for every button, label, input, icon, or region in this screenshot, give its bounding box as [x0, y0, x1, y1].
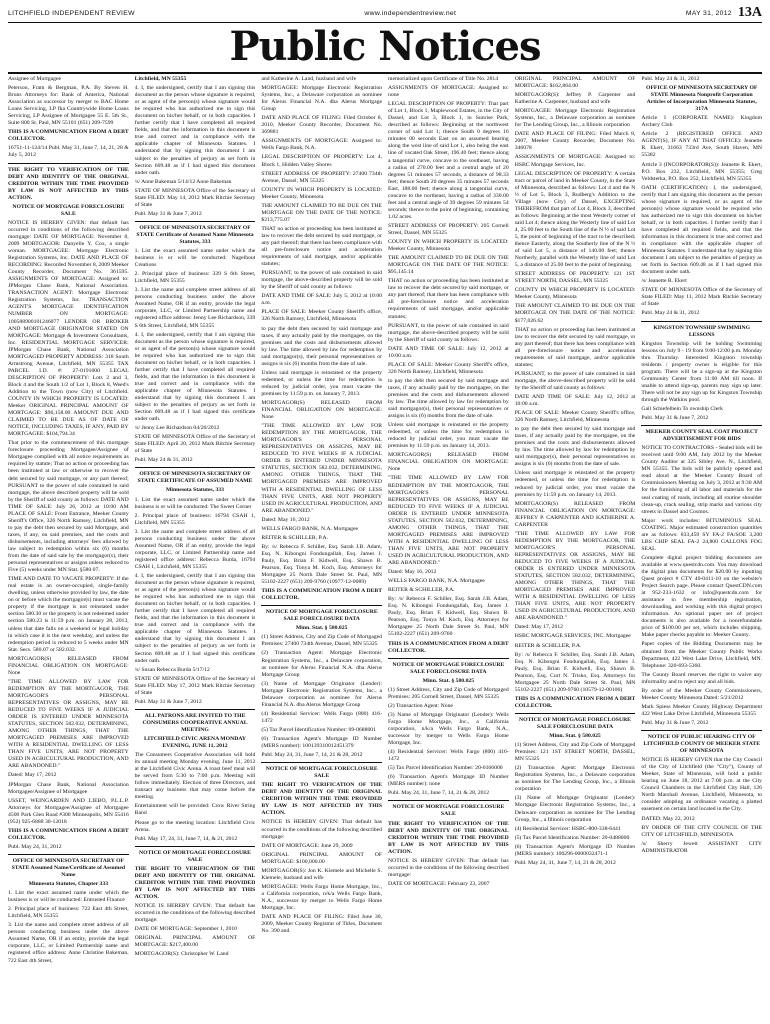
notice-heading: NOTICE OF MORTGAGE FORECLOSURE SALE: [12, 203, 125, 217]
notice-paragraph: (4) Residential Servicer: Wells Fargo (800) 416-1472: [261, 710, 383, 724]
notice-paragraph: ASSIGNMENTS OF MORTGAGE: Assigned to: Wells Fargo Bank, N.A.: [261, 138, 383, 152]
notice-paragraph: (2) Transaction Agent: None: [388, 702, 453, 709]
notice-paragraph: Dated: May 16, 2012: [388, 569, 437, 576]
notice-paragraph: TIME AND DATE TO VACATE PROPERTY: If the real estate is an owner-occupied, single-family dwelling, unless otherwise provided by law, the date on or before which the mortgagor(s) must vacate the property if the mortgage is not reinstated under section 580.30 or the property is not redeemed under section 580.23 is 11:59 p.m. on January 28, 2013, unless that date falls on a weekend or legal holiday in which case it is the next weekday, and unless the redemption period is reduced to 5 weeks under MN Stat. Secs. 580.07 or 582.032.: [8, 576, 129, 653]
notice-paragraph: MORTGAGEE: Wells Fargo Home Mortgage, Inc., a California corporation, n/k/a Wells Fargo Bank, N.A., successor by merger to Wells Fargo Home Mortgage, Inc.: [261, 883, 383, 911]
notice-paragraph: ORIGINAL PRINCIPAL AMOUNT OF MORTGAGE: $162,864.00: [514, 76, 636, 90]
issue-date: MAY 31, 2012: [685, 9, 732, 17]
notice-heading: Minnesota Statutes, Chapter 333: [28, 881, 109, 888]
notice-heading: NOTICE OF MORTGAGE FORECLOSURE SALE FORECLOSURE DATA: [265, 609, 378, 623]
notice-paragraph: NOTICE IS HEREBY GIVEN that the City Council of the City of Litchfield (the "City"), County of Meeker, State of Minnesota, will hold a public hearing on June 18, 2012 at 7:00 p.m. at the City Council Chambers in the Litchfield City Hall, 126 North Marshall Avenue, Litchfield, Minnesota, to consider adopting an ordinance vacating a platted easement on certain land located in the City.: [641, 757, 762, 813]
notice-paragraph: LEGAL DESCRIPTION OF PROPERTY: Lot 4, Block 1, Hidden Valley Shores: [261, 154, 383, 168]
notice-paragraph: /s/ Susan Rebecca Burda 5/17/12: [134, 666, 210, 673]
notice-paragraph: MORTGAGOR(S): Jon K. Kiemele and Michelle S. Kiemele, husband and wife: [261, 867, 383, 881]
notice-paragraph: NOTICE IS HEREBY GIVEN: that default has occurred in conditions of the following described mortgage: DATE OF MORTGAGE: November 8, 2009 MORTGAGOR: Danyelle Y. Cox, a single woman. MORTGAGEE: Mortgage Electronic Registration Systems, Inc. DATE AND PLACE OF RECORDING: Recorded November 8, 2009 Meeker County Recorder, Document No. 361595. ASSIGNMENTS OF MORTGAGE: Assigned to: JPMorgan Chase Bank, National Association. TRANSACTION AGENT: Mortgage Electronic Registration Systems, Inc. TRANSACTION AGENT'S MORTGAGE IDENTIFICATION NUMBER ON MORTGAGE: 100588900101246077 LENDER OR BROKER AND MORTGAGE ORIGINATOR STATED ON MORTGAGE: Mortgage & Investment Consultants, Inc. RESIDENTIAL MORTGAGE SERVICER: JPMorgan Chase Bank, National Association MORTGAGED PROPERTY ADDRESS: 318 South Armstrong Avenue, Litchfield, MN 55355 TAX PARCEL I.D. #: 27-0191000 LEGAL DESCRIPTION OF PROPERTY: Lots 2 and 3, Block 4 and the South 1/2 of Lot 1, Block 8, Weed's Addition to the Town (now City) of Litchfield. COUNTY IN WHICH PROPERTY IS LOCATED: Meeker ORIGINAL PRINCIPAL AMOUNT OF MORTGAGE: $96,158.00 AMOUNT DUE AND CLAIMED TO BE DUE AS OF DATE OF NOTICE, INCLUDING TAXES, IF ANY, PAID BY MORTGAGEE: $104,794.34: [8, 219, 129, 438]
notice-divider: [515, 713, 636, 714]
notice-column-4: [388, 76, 509, 1020]
notice-paragraph: Publ. May 31 & June 7, 2012: [641, 719, 709, 726]
notice-paragraph: THE AMOUNT CLAIMED TO BE DUE ON THE MORTGAGE ON THE DATE OF THE NOTICE: $95,145.14: [388, 255, 509, 276]
notice-paragraph: 2. Principal place of business: 16794 CSAH 1, Litchfield, MN 55355: [134, 512, 256, 526]
notice-heading: MEEKER COUNTY SEAL COAT PROJECT ADVERTISEMENT FOR BIDS: [645, 429, 758, 443]
notice-paragraph: Publ. May 24, 31, 2012: [8, 843, 62, 850]
notice-paragraph: ASSIGNMENTS OF MORTGAGE: Assigned to: none: [388, 85, 509, 99]
notice-paragraph: (6) Transaction Agent's Mortgage ID Number (MERS number): none: [388, 774, 509, 788]
notice-paragraph: MORTGAGEE: Mortgage Electronic Registration Systems, Inc., a Delaware corporation as nominee for The Lending Group, Inc., a Illinois corporation: [514, 108, 636, 129]
notice-paragraph: PLACE OF SALE: Meeker County Sheriff's office, 326 North Ramsey, Litchfield, Minnesota: [514, 410, 636, 424]
notice-heading: KINGSTON TOWNSHIP SWIMMING LESSONS: [653, 324, 751, 338]
notice-heading: LITCHFIELD CIVIC ARENA MONDAY EVENING, JUNE 11, 2012: [143, 735, 247, 750]
notice-paragraph: THE RIGHT TO VERIFICATION OF THE DEBT AND IDENTITY OF THE ORIGINAL CREDITOR WITHIN THE TIME PROVIDED BY LAW IS NOT AFFECTED BY THIS ACTION.: [8, 166, 129, 201]
notice-paragraph: Dated: May 16, 2012: [261, 516, 310, 523]
notice-paragraph: Publ. May 17, 24, 31, June 7, 14, & 21, 2012: [134, 835, 238, 842]
notice-paragraph: THIS IS A COMMUNICATION FROM A DEBT COLLECTOR.: [388, 640, 509, 654]
page-number: 13A: [737, 5, 762, 20]
notice-paragraph: Dated: May 17, 2012: [514, 624, 564, 631]
notice-paragraph: THAT no action or proceeding has been instituted at law to recover the debt secured by said mortgage, or any part thereof; that there has been compliance with all pre-foreclosure notice and acceleration requirements of said mortgage, and/or applicable statutes;: [388, 278, 509, 320]
notice-column-2: [135, 76, 256, 1020]
notice-paragraph: (2) Transaction Agent: Mortgage Electronic Registration Systems, Inc., a Delaware corporation as nominee for The Lending Group, Inc., a Illinois corporation: [514, 765, 636, 793]
notice-paragraph: DATE AND PLACE OF FILING: Filed June 30, 2009, Meeker County Registrar of Titles, Document No. 390 and: [261, 914, 383, 935]
notice-divider: [135, 467, 256, 468]
notice-paragraph: and Katherine A. Land, husband and wife: [261, 76, 357, 82]
notice-paragraph: "THE TIME ALLOWED BY LAW FOR REDEMPTION BY THE MORTGAGOR, THE MORTGAGOR'S PERSONAL REPRESENTATIVES OR ASSIGNS, MAY BE REDUCED TO FIVE WEEKS IF A JUDICIAL ORDER IS ENTERED UNDER MINNESOTA STATUTES, SECTION 582.032, DETERMINING, AMONG OTHER THINGS, THAT THE MORTGAGED PREMISES ARE IMPROVED WITH A RESIDENTIAL DWELLING OF LESS THAN FIVE UNITS, ARE NOT PROPERTY USED IN AGRICULTURAL PRODUCTION, AND ARE ABANDONED.": [514, 530, 636, 622]
notice-heading: NOTICE OF MORTGAGE FORECLOSURE SALE: [139, 849, 251, 863]
notice-paragraph: MORTGAGOR(S): Christopher W. Land: [134, 951, 229, 958]
notice-heading: OFFICE OF MINNESOTA SECRETARY OF STATE CERTIFICATE OF ASSUMED NAME: [137, 471, 253, 485]
notice-paragraph: Publ. May 24 & 31, 2012: [641, 310, 700, 317]
notice-paragraph: (2) Transaction Agent: Mortgage Electronic Registration Systems, Inc., a Delaware corporation, as nominee for Alerus Financial N.A. dba Alerus Mortgage Group: [261, 650, 383, 678]
notice-paragraph: (5) Tax Parcel Identification Number: 20-0488000: [514, 834, 630, 841]
notice-paragraph: PLACE OF SALE: Meeker County Sheriff's office, 326 North Ramsey, Litchfield, Minnesota: [261, 309, 383, 323]
notice-heading: Minnesota Statutes, 333: [166, 487, 224, 494]
notice-paragraph: NOTICE IS HEREBY GIVEN: That default has occurred in the conditions of the following described mortgage:: [134, 902, 256, 924]
notice-paragraph: THE RIGHT TO VERIFICATION OF THE DEBT AND IDENTITY OF THE ORIGINAL CREDITOR WITHIN THE TIME PROVIDED BY LAW IS NOT AFFECTED BY THIS ACTION.: [261, 782, 383, 817]
notice-divider: [261, 605, 382, 606]
notice-paragraph: DATE AND TIME OF SALE: July 12, 2012 at 10:00 a.m.: [514, 393, 636, 408]
notice-heading: ALL PATRONS ARE INVITED TO THE CONSUMERS COOPERATIVE ANNUAL MEETING: [142, 712, 248, 733]
notice-paragraph: REITER & SCHILLER, P.A.: [514, 642, 582, 649]
notice-paragraph: (5) Tax Parcel Identification Number: 09-0688001: [261, 726, 376, 733]
notice-paragraph: (6) Transaction Agent's Mortgage ID Number (MERS number): 100139310012451379: [261, 735, 383, 750]
notice-paragraph: Unless said mortgage is reinstated or the property redeemed, or unless the time for redemption is reduced by judicial order, you must vacate the premises by 11:59 p.m. on January 14, 2013.: [514, 470, 636, 498]
notice-column-5: [515, 76, 636, 1020]
notice-paragraph: 2. Principal place of business: 339 S 6th Street, Litchfield, MN 55355: [134, 271, 256, 285]
notice-paragraph: PURSUANT, to the power of sale contained in said mortgage, the above-described property will be sold by the Sheriff of said county as follows:: [388, 322, 509, 343]
notice-paragraph: Publ. May 24 & 31, 2012: [641, 76, 700, 82]
notice-heading: NOTICE OF MORTGAGE FORECLOSURE SALE FORECLOSURE DATA: [519, 716, 631, 730]
notice-paragraph: By: /s/ Rebecca F. Schiller, Esq. Sarah J.B. Adam, Esq. N. Kibongni Fondungallah, Esq. James J. Pauly, Esq. Brian F. Kidwell, Esq. Shawn B. Pearson, Esq. Tonya M. Koch, Esq. Attorneys for Mortgagee 25 North Dale Street St. Paul, MN 55102-2227 (651) 209-9760: [388, 596, 509, 638]
notice-paragraph: Publ. May 24 & 31, 2012: [134, 457, 193, 464]
notice-paragraph: COUNTY IN WHICH PROPERTY IS LOCATED: Meeker County, Minnesota: [514, 287, 636, 301]
notice-divider: [641, 321, 762, 322]
notice-paragraph: STREET ADDRESS OF PROPERTY: 121 1ST STREET NORTH, DASSEL, MN 55325: [514, 271, 636, 285]
notice-paragraph: "THE TIME ALLOWED BY LAW FOR REDEMPTION BY THE MORTGAGOR, THE MORTGAGOR'S PERSONAL REPRESENTATIVES OR ASSIGNS, MAY BE REDUCED TO FIVE WEEKS IF A JUDICIAL ORDER IS ENTERED UNDER MINNESOTA STATUTES, SECTION 582.032, DETERMINING, AMONG OTHER THINGS, THAT THE MORTGAGED PREMISES ARE IMPROVED WITH A RESIDENTIAL DWELLING OF LESS THAN FIVE UNITS, ARE NOT PROPERTY USED IN AGRICULTURAL PRODUCTION, AND ARE ABANDONED.": [261, 423, 383, 514]
notice-paragraph: Dated: May 17, 2012: [8, 772, 57, 779]
notice-paragraph: ORIGINAL PRINCIPAL AMOUNT OF MORTGAGE: $100,000.00: [261, 851, 383, 865]
notice-divider: [135, 221, 256, 222]
notice-paragraph: 1. List the exact assumed name under which the business is or will be conducted: Nagelhout Creations: [134, 248, 256, 269]
publication-name: LITCHFIELD INDEPENDENT REVIEW: [8, 9, 135, 17]
notice-paragraph: OATH (CERTIFICATION): I, the undersigned, certify that I am signing this document as the person whose signature is required, or as agent of the person(s) whose signature would be required who has authorized me to sign this document on his/her behalf, or in both capacities. I further certify that I have completed all required fields, and that the information in this document is true and correct and in compliance with the applicable chapter of Minnesota Statutes. I understand that by signing this document I am subject to the penalties of perjury as set forth in Section 609.48 as if I had signed this document under oath.: [641, 184, 762, 276]
notice-paragraph: REITER & SCHILLER, P.A.: [388, 587, 455, 594]
notice-paragraph: Publ. May 24, 31, June 7, 14, 21 & 28, 2012: [261, 752, 363, 759]
notice-paragraph: to pay the debt then secured by said mortgage and taxes, if any actually paid by the mortgagee, on the premises and the costs and disbursements allowed by law. The time allowed by law for redemption by said mortgagor(s), their personal representatives or assigns is six (6) months from the date of sale.: [261, 325, 383, 367]
notice-paragraph: WELLS FARGO BANK, N.A. Mortgagee: [261, 525, 359, 532]
notice-column-3: [261, 76, 382, 1020]
notice-paragraph: Publ. May 24, 31, June 7, 14, 21 & 28, 2012: [388, 790, 490, 797]
notice-paragraph: STREET ADDRESS OF PROPERTY: 205 Cornell Street, Dassel, MN 55325: [388, 222, 509, 236]
notice-divider: [388, 658, 509, 659]
notice-paragraph: Peterson, Fram & Bergman, P.A. By Steven H. Bruns Attorneys for: Bank of America, National Association as successor by merger to BAC Home Loans Servicing, LP fka Countrywide Home Loans Servicing, LP Assignee of Mortgagee 55 E. 5th St., Suite 800 St. Paul, MN 55101 (651) 209-7599: [8, 85, 129, 127]
notice-paragraph: DATE AND TIME OF SALE: July 12, 2012 at 10:00 a.m.: [388, 345, 509, 359]
notice-paragraph: That prior to the commencement of this mortgage foreclosure proceeding Mortgagee/Assignee of Mortgagee complied with all notice requirements as required by statute; That no action or proceeding has been instituted at law or otherwise to recover the debt secured by said mortgage, or any part thereof; PURSUANT to the power of sale contained in said mortgage, the above described property will be sold by the Sheriff of said county as follows: DATE AND TIME OF SALE: July 26, 2012 at 10:00 AM PLACE OF SALE: Front Entrance, Meeker County Sheriff's Office, 326 North Ramsey, Litchfield, MN to pay the debt then secured by said Mortgage, and taxes, if any, on said premises, and the costs and disbursements, including attorneys' fees allowed by law subject to redemption within six (6) months from the date of said sale by the mortgagor(s), their personal representatives or assigns unless reduced to Five (5) weeks under MN Stat. §580.07.: [8, 440, 129, 574]
notice-paragraph: 3. List the name and complete street address of all persons conducting business under the above Assumed Name, OR if an entity, provide the legal corporate, LLC, or Limited Partnership name and registered office address: Jenny Lee Richardson, 339 S 6th Street, Litchfield, MN 55355: [134, 287, 256, 329]
notice-paragraph: By: /s/ Rebecca F. Schiller, Esq. Sarah J.B. Adam, Esq. N. Kibongni Fondungallah, Esq. James J. Pauly, Esq. Brian F. Kidwell, Esq. Shawn B. Pearson, Esq. Tonya M. Koch, Esq. Attorneys for Mortgagee 25 North Dale Street St. Paul, MN 55102-2227 (651) 209-9760 (10977-12-0089): [261, 543, 383, 586]
notice-heading: NOTICE OF MORTGAGE FORECLOSURE SALE: [392, 804, 505, 818]
notice-paragraph: THIS IS A COMMUNICATION FROM A DEBT COLLECTOR.: [261, 588, 383, 602]
notice-paragraph: Gail Schiefelbein To ownship Clerk: [641, 406, 723, 413]
notice-paragraph: THAT no action or proceeding has been instituted at law to recover the debt secured by said mortgage, or any part thereof; that there has been compliance with all pre-foreclosure notice and acceleration requirements of said mortgage, and/or applicable statutes;: [261, 225, 383, 268]
notice-paragraph: THIS IS A COMMUNICATION FROM A DEBT COLLECTOR.: [8, 827, 129, 841]
notice-paragraph: STREET ADDRESS OF PROPERTY: 27400 734th Avenue, Dassel, MN 55325: [261, 170, 383, 184]
notice-paragraph: LEGAL DESCRIPTION OF PROPERTY: That part of Lot 1, Block 1, Maplewood Estates, in the City of Dassel, and Lot 3, Block 1, in Sunrise Park, described as follows: Beginning at the northwest corner of said Lot 1; thence South 0 degrees 16 minutes 00 seconds East on an assumed bearing along the west line of said Lot 1, also being the east line of vacated Oak Street, 196.40 feet; thence along a tangential curve, concave to the southeast, having a radius of 270.00 feet and a central angle of 20 degrees 51 minutes 57 seconds, a distance of 98.33 feet; thence South 20 degrees 35 minutes 57 seconds East, 188.00 feet; thence along a tangential curve, concave to the northeast, having a radius of 330.00 feet and a central angle of 39 degrees 59 minutes 54 seconds; thence to the point of beginning, containing 1.02 acres.: [388, 101, 509, 220]
notice-paragraph: DATED: May 22, 2012: [641, 815, 695, 822]
notice-paragraph: Please go to the meeting location: Litchfield Civic Arena.: [134, 819, 256, 833]
notice-paragraph: COUNTY IN WHICH PROPERTY IS LOCATED: Meeker County, Minnesota: [261, 186, 383, 200]
notice-paragraph: Kingston Township will be holding Swimming lessons on July 9 - 19 from 9:00-12:00 p.m. Monday thru Thursday. Interested Kingston township residents / property owner is eligible for this program. There will be a sign-up at the Kingston Community Center from 11:00 AM till noon. If unable to attend sign-up, parents may sign up later. There will not be any sign up for Kingston Township through the Watkins pool.: [641, 340, 762, 403]
notice-paragraph: ORIGINAL PRINCIPAL AMOUNT OF MORTGAGE: $217,400.00: [134, 935, 256, 949]
notice-paragraph: Article 3 (INCORPORATOR(S)): Jeanette R. Ekert, P.O. Box 232, Litchfield, MN 55355; Greg Veldsterka, P.O. Box 252, Litchfield, MN 55355: [641, 161, 762, 182]
notice-divider: [135, 709, 256, 710]
title-rule: [8, 72, 762, 74]
notice-paragraph: (1) Street Address, City and Zip Code of Mortgaged Premises: 121 1ST STREET NORTH, DASSEL, MN 55325: [514, 742, 636, 763]
notice-paragraph: HSBC MORTGAGE SERVICES, INC. Mortgagee: [514, 633, 631, 640]
notice-paragraph: DATE OF MORTGAGE: February 23, 2007: [388, 880, 490, 887]
notice-paragraph: MORTGAGOR(S) RELEASED FROM FINANCIAL OBLIGATION ON MORTGAGE: JEFFREY P. CARPENTER AND KATHERINE A. CARPENTER: [514, 500, 636, 528]
notice-paragraph: USSET, WEINGARDEN AND LIEBO, P.L.L.P. Attorneys for Mortgagee/Assignee of Mortgagee 4500 Park Glen Road #300 Minneapolis, MN 55416 (952) 925-6888 30-12018: [8, 797, 129, 825]
notice-paragraph: MORTGAGOR(S) RELEASED FROM FINANCIAL OBLIGATION ON MORTGAGE: None: [388, 452, 509, 473]
notice-paragraph: (3) Name of Mortgage Originator (Lender): Mortgage Electronic Registration Systems, Inc., a Delaware corporation as nominee for The Lending Group, Inc., a Illinois corporation: [514, 795, 636, 823]
notice-paragraph: Publ. May 31 & June 7, 2012: [134, 210, 202, 217]
notice-paragraph: DATE OF MORTGAGE: June 29, 2009: [261, 842, 353, 849]
notice-heading: NOTICE OF MORTGAGE FORECLOSURE SALE FORECLOSURE DATA: [392, 661, 505, 675]
notice-paragraph: THE AMOUNT CLAIMED TO BE DUE ON THE MORTGAGE ON THE DATE OF THE NOTICE: $177,026.62: [514, 303, 636, 324]
header-right: [686, 5, 762, 21]
notice-paragraph: PLACE OF SALE: Meeker County Sheriff's office, 326 North Ramsey, Litchfield, Minnesota: [388, 361, 509, 375]
website-url[interactable]: www.independentreview.net: [364, 9, 457, 17]
notice-paragraph: MORTGAGOR(S) RELEASED FROM FINANCIAL OBLIGATION ON MORTGAGE: None: [261, 399, 383, 421]
notice-paragraph: /s/ Jenny Lee Richardson 04/20/2012: [134, 425, 220, 432]
notice-paragraph: to pay the debt then secured by said mortgage and taxes, if any actually paid by the mortgagee, on the premises and the costs and disbursements allowed by law. The time allowed by law for redemption by said mortgagor(s), their personal representatives or assigns is six (6) months from the date of sale.: [388, 377, 509, 420]
notice-paragraph: THAT no action or proceeding has been instituted at law to recover the debt secured by said mortgage, or any part thereof; that there has been compliance with all pre-foreclosure notice and acceleration requirements of said mortgage, and/or applicable statutes;: [514, 326, 636, 368]
notice-paragraph: MORTGAGOR(S) RELEASED FROM FINANCIAL OBLIGATION ON MORTGAGE: None: [8, 655, 129, 676]
notice-heading: OFFICE OF MINNESOTA SECRETARY OF STATE Assumed Name/Certificate of Assumed Name: [11, 857, 126, 879]
page-header: [8, 6, 762, 20]
notice-paragraph: to pay the debt then secured by said mortgage and taxes, if any actually paid by the mortgagee, on the premises and the costs and disbursements allowed by law. The time allowed by law for redemption by said mortgagor(s), their personal representatives or assigns is six (6) months from the date of sale.: [514, 426, 636, 468]
notice-paragraph: REITER & SCHILLER, P.A.: [261, 534, 329, 541]
notice-column-1: [8, 76, 129, 1020]
notice-heading: NOTICE OF MORTGAGE FORECLOSURE SALE: [265, 766, 378, 780]
notice-paragraph: DATE OF MORTGAGE: September 1, 2010: [134, 926, 238, 933]
notice-divider: [388, 800, 509, 801]
notice-paragraph: STATE OF MINNESOTA Office of the Secretary of State FILED: May 11, 2012 Mark Ritchie Secretary of State: [641, 287, 762, 308]
notice-paragraph: LEGAL DESCRIPTION OF PROPERTY: A certain tract or parcel of land in Meeker County, in the State of Minnesota, described as follows: Lot 4 and the N ½ of Lot 5, Block 3, Rudberg's Addition to the Village (now City) of Dassel, EXCEPTING THEREFROM that part of Lot 4, Block 3, described as follows: Beginning at the most Westerly corner of said Lot 4; thence along the Westerly line of said Lot 4, 25.00 feet to the South line of the N ½ of said Lot 5, the point of beginning of the tract to be described; thence Easterly, along the Southerly line of the N ½ of said Lot 5, a distance of 140.00 feet; thence Northerly, parallel with the Westerly line of said Lot 5, a distance of 25.00 feet to the point of beginning.: [514, 170, 636, 269]
notice-paragraph: 2. Principal place of business: 722 East 4th Street, Litchfield, MN 55355: [8, 906, 129, 920]
notice-paragraph: Unless said mortgage is reinstated or the property redeemed, or unless the time for redemption is reduced by judicial order, you must vacate the premises by 11:59 p.m. on January 7, 2013.: [261, 369, 383, 397]
notice-heading: OFFICE OF MINNESOTA SECRETARY OF STATE Minnesota Nonprofit Corporation Articles of Incorporation Minnesota Statutes, 317A: [646, 85, 758, 113]
notice-paragraph: (5) Tax Parcel Identification Number: 20-0166000: [388, 765, 503, 772]
notice-paragraph: NOTICE TO CONTRACTORS - Sealed bids will be received until 9:00 AM, July 2012 by the Meeker County Auditor at 325 Sibley Ave. N., Litchfield, MN 55355. The bids will be publicly opened and read aloud at the Meeker County Board of Commissioners Meeting on July 3, 2012 at 9:30 AM for the furnishing of all labor and materials for the seal coating of roads, including all routine shoulder clean-up, crack sealing, strip marks and various city streets in Dassel and Cosmos.: [641, 445, 762, 515]
notice-paragraph: (3) Name of Mortgage Originator (Lender): Mortgage Electronic Registration Systems, Inc., a Delaware corporation as nominee for Alerus Financial N.A. dba Alerus Mortgage Group: [261, 680, 383, 708]
notice-paragraph: THIS IS A COMMUNICATION FROM A DEBT COLLECTOR.: [8, 129, 129, 143]
notice-paragraph: Major work includes: BITUMINOUS SEAL COATING. Major estimated construction quantities are as follows: 833,459 SY FA-2 FA/SOE 3,200 LBS CHIP SEAL FA-2 24,800 GALLONS FOG SEAL: [641, 517, 762, 552]
notice-paragraph: /s/ Jeanette R. Ekert: [641, 278, 687, 285]
notice-divider: [8, 163, 129, 164]
notice-paragraph: THE RIGHT TO VERIFICATION OF THE DEBT AND IDENTITY OF THE ORIGINAL CREDITOR WITHIN THE TIME PROVIDED BY LAW IS NOT AFFECTED BY THIS ACTION.: [388, 820, 509, 855]
notice-paragraph: Mark Spiess Meeker County Highway Department 422 West Lake Drive Litchfield, Minnesota 55355: [641, 703, 762, 717]
notice-paragraph: STATE OF MINNESOTA Office of the Secretary of State FILED: May 17, 2012 Mark Ritchie Secretary of State: [134, 675, 256, 696]
notice-divider: [135, 846, 256, 847]
notice-paragraph: 3. List the name and complete street address of all persons conducting business under the above Assumed Name, OR if an entity, provide the legal corporate, LLC, or Limited Partnership name and registered office address: Rebecca Burda, 16794 CSAH 1, Litchfield, MN 55355: [134, 528, 256, 570]
notice-paragraph: 4. I, the undersigned, certify that I am signing this document as the person whose signature is required, or as agent of the person(s) whose signature would be required who has authorized me to sign this document on his/her behalf, or in both capacities. I further certify that I have completed all required fields, and that the information in this document is true and correct and in compliance with the applicable chapter of Minnesota Statutes. I understand that by signing this document I am subject to the penalties of perjury as set forth in Section 609.48 as if I had signed this certificate under oath.: [134, 573, 256, 664]
notice-paragraph: THE AMOUNT CLAIMED TO BE DUE ON THE MORTGAGE ON THE DATE OF THE NOTICE: $213,775.07: [261, 202, 383, 223]
notice-paragraph: THIS IS A COMMUNICATION FROM A DEBT COLLECTOR.: [514, 695, 636, 709]
notice-divider: [641, 730, 762, 731]
notice-paragraph: MORTGAGOR(S): Jeffrey P. Carpenter and Katherine A. Carpenter, husband and wife: [514, 92, 636, 106]
notice-paragraph: "THE TIME ALLOWED BY LAW FOR REDEMPTION BY THE MORTGAGOR, THE MORTGAGOR'S PERSONAL REPRESENTATIVES OR ASSIGNS, MAY BE REDUCED TO FIVE WEEKS IF A JUDICIAL ORDER IS ENTERED UNDER MINNESOTA STATUTES, SECTION 582.032, DETERMINING, AMONG OTHER THINGS, THAT THE MORTGAGED PREMISES ARE IMPROVED WITH A RESIDENTIAL DWELLING OF LESS THAN FIVE UNITS, ARE NOT PROPERTY USED IN AGRICULTURAL PRODUCTION, AND ARE ABANDONED.": [8, 678, 129, 770]
notice-paragraph: (4) Residential Servicer: HSBC-800-338-6441: [514, 825, 621, 832]
notice-paragraph: Entertainment will be provided: Crow River String Band: [134, 803, 256, 817]
notice-paragraph: Publ. May 31 & June 7, 2012: [641, 415, 709, 422]
notice-heading: OFFICE OF MINNESOTA SECRETARY OF STATE Certificate of Assumed Name Minnesota Statutes, 333: [136, 224, 254, 245]
notice-paragraph: DATE AND TIME OF SALE: July 5, 2012 at 10:00 a.m.: [261, 293, 383, 307]
notice-paragraph: 1. List the exact assumed name under which the business is or will be conducted: The Sweet Corner: [134, 496, 256, 510]
notice-paragraph: 16751-11-124/14 Publ. May 31, June 7, 14, 21, 28 & July 5, 2012: [8, 145, 129, 159]
notice-paragraph: (1) Street Address, City and Zip Code of Mortgaged Premises: 27400 734th Avenue, Dassel, MN 55325: [261, 634, 383, 648]
notice-paragraph: (1) Street Address, City and Zip Code of Mortgaged Premises: 205 Cornell Street, Dassel, MN 55325: [388, 686, 509, 700]
notice-paragraph: Paper copies of the Bidding Documents may be obtained from the Meeker County Public Works Department, 422 West Lake Drive, Litchfield, MN. Telephone: 320-693-5360.: [641, 641, 762, 669]
notice-paragraph: STATE OF MINNESOTA Office of the Secretary of State FILED: May 14, 2012 Mark Ritchie Secretary of State: [134, 187, 256, 208]
notice-paragraph: 4. I, the undersigned, certify that I am signing this document as the person whose signature is required, or as agent of the person(s) whose signature would be required who has authorized me to sign this document on his/her behalf, or in both capacities. I further certify that I have completed all required fields, and that the information in this document is true and correct and in compliance with the applicable chapter of Minnesota Statutes. I understand that by signing this document I am subject to the penalties of perjury as set forth in Section 609.48 as if I had signed this document under oath.: [134, 85, 256, 176]
notice-paragraph: DATE AND PLACE OF FILING: Filed October 8, 2010, Meeker County Recorder, Document No. 369881: [261, 115, 383, 136]
notice-paragraph: (3) Name of Mortgage Originator (Lender): Wells Fargo Home Mortgage, Inc., a California corporation, n/k/a Wells Fargo Bank, N.A., successor by merger to Wells Fargo Home Mortgage, Inc.: [388, 711, 509, 747]
notice-paragraph: Complete digital project bidding documents are available at www.questcdn.com. You may download the digital plan documents for $20.00 by inputting Quest project # CTY 40-0411-10 on the website's Project Search page. Please contact QuestCDN.com at 952-233-1632 or info@questcdn.com for assistance in free membership registration, downloading, and working with this digital project information. An optional paper set of project documents is also available for a nonrefundable price of $100.00 per set, which includes shipping. Make paper checks payable to: Meeker County.: [641, 554, 762, 639]
notice-paragraph: (6) Transaction Agent's Mortgage ID Number (MERS number): 100296-0000032471-1: [514, 843, 636, 857]
notice-paragraph: JPMorgan Chase Bank, National Association Mortgagee/Assignee of Mortgagee: [8, 781, 129, 795]
notice-paragraph: "THE TIME ALLOWED BY LAW FOR REDEMPTION BY THE MORTGAGOR, THE MORTGAGOR'S PERSONAL REPRESENTATIVES OR ASSIGNS, MAY BE REDUCED TO FIVE WEEKS IF A JUDICIAL ORDER IS ENTERED UNDER MINNESOTA STATUTES, SECTION 582.032, DETERMINING, AMONG OTHER THINGS, THAT THE MORTGAGED PREMISES ARE IMPROVED WITH A RESIDENTIAL DWELLING OF LESS THAN FIVE UNITS, ARE NOT PROPERTY USED IN AGRICULTURAL PRODUCTION, AND ARE ABANDONED.": [388, 475, 509, 567]
notice-paragraph: NOTICE IS HEREBY GIVEN: That default has occurred in the conditions of the following described mortgage:: [261, 819, 383, 840]
notice-paragraph: 3. List the name and complete street address of all persons conducting business under the above Assumed Name, OR if an entity, provide the legal corporate, LLC, or Limited Partnership name and registered office address: Anne Christine Bakeman, 722 East 4th Street,: [8, 922, 129, 964]
notice-paragraph: By order of the Meeker County Commissioners, Meeker County Minnesota Dated: 5/21/2012: [641, 687, 762, 701]
notice-heading: Minn. Stat. § 580.025: [422, 677, 475, 684]
notice-paragraph: Article 2 (REGISTERED OFFICE AND AGENT(S), IF ANY AT THAT OFFICE): Jeanette R. Ekert, 31663 733rd Ave, South Haven, MN 55382: [641, 131, 762, 159]
notice-paragraph: DATE AND PLACE OF FILING: Filed March 8, 2007, Meeker County Recorder, Document No. 346078: [514, 131, 636, 152]
notice-column-6: [641, 76, 762, 1020]
notice-paragraph: By: /s/ Rebecca F. Schiller, Esq. Sarah J.B. Adam, Esq. N. Kibongni Fondungallah, Esq. James J. Pauly, Esq. Brian F. Kidwell, Esq. Shawn B. Pearson, Esq. Curt N. Trisko, Esq. Attorneys for Mortgagee 25 North Dale Street St. Paul, MN 55102-2227 (651) 209-9760 (10579-12-00106): [514, 651, 636, 693]
notice-paragraph: THE RIGHT TO VERIFICATION OF THE DEBT AND IDENTITY OF THE ORIGINAL CREDITOR WITHIN THE TIME PROVIDED BY LAW IS NOT AFFECTED BY THIS ACTION.: [134, 865, 256, 900]
notice-paragraph: The County Board reserves the right to waive any informality and to reject any and all bids.: [641, 671, 762, 685]
notice-paragraph: STATE OF MINNESOTA Office of the Secretary of State FILED: April 20, 2012 Mark Ritchie Secretary of State: [134, 434, 256, 455]
notice-paragraph: BY ORDER OF THE CITY COUNCIL OF THE CITY OF LITCHFIELD, MINNESOTA: [641, 824, 762, 838]
notice-divider: [8, 854, 129, 855]
notice-paragraph: Publ. May 24, 31, June 7, 14, 21 & 28, 2012: [514, 859, 616, 866]
notice-divider: [641, 425, 762, 426]
notice-paragraph: ASSIGNMENTS OF MORTGAGE: Assigned to: HSBC Mortgage Services, Inc.: [514, 154, 636, 168]
notice-heading: Minn. Stat. § 580.025: [295, 625, 348, 632]
notice-paragraph: /s/ Sherry Jewett ASSISTANT CITY ADMINISTRATOR: [641, 840, 762, 854]
notice-columns: [8, 76, 762, 1020]
notice-paragraph: Article 1 (CORPORATE NAME): Kingdom Archery Club: [641, 115, 762, 129]
notice-paragraph: Assignee of Mortgagee: [8, 76, 62, 82]
notice-paragraph: COUNTY IN WHICH PROPERTY IS LOCATED: Meeker County, Minnesota: [388, 239, 509, 253]
notice-paragraph: WELLS FARGO BANK, N.A. Mortgagee: [388, 578, 485, 585]
notice-paragraph: Unless said mortgage is reinstated or the property redeemed, or unless the time for redemption is reduced by judicial order, you must vacate the premises by 11:59 p.m. on January 14, 2013.: [388, 422, 509, 450]
notice-heading: NOTICE OF PUBLIC HEARING CITY OF LITCHFIELD COUNTY OF MEEKER STATE OF MINNESOTA: [643, 733, 760, 755]
notice-paragraph: (4) Residential Servicer: Wells Fargo (800) 416-1472: [388, 749, 509, 763]
notice-heading: Minn. Stat. § 580.025: [549, 733, 601, 740]
notice-paragraph: Litchfield, MN 55355: [134, 76, 187, 82]
notice-paragraph: The Consumers Cooperative Association will hold its annual meeting Monday evening, June 11, 2012 at the Litchfield Civic Arena. A roast beef meal will be served from 5:30 to 7:00 p.m. Meeting will follow immediately. Election of three Directors, and transact any business that may come before the meeting.: [134, 752, 256, 801]
notice-paragraph: 4. I, the undersigned, certify that I am signing this document as the person whose signature is required, or as agent of the person(s) whose signature would be required who has authorized me to sign this document on his/her behalf, or in both capacities. I further certify that I have completed all required fields, and that the information in this document is true and correct and in compliance with the applicable chapter of Minnesota Statutes. I understand that by signing this document I am subject to the penalties of perjury as set forth in Section 609.48 as if I had signed this certificate under oath.: [134, 331, 256, 423]
notice-paragraph: Publ. May 31 & June 7, 2012: [134, 698, 202, 705]
section-title: Public Notices: [229, 23, 541, 70]
notice-paragraph: /s/ Anne Bakeman 5/14/12 Anne Bakeman: [134, 178, 232, 185]
notice-paragraph: memorialized upon Certificate of Title No. 2814: [388, 76, 499, 82]
notice-divider: [261, 762, 382, 763]
notice-paragraph: NOTICE IS HEREBY GIVEN: That default has occurred in the conditions of the following described mortgage:: [388, 857, 509, 878]
notice-paragraph: PURSUANT, to the power of sale contained in said mortgage, the above-described property will be sold by the Sheriff of said county as follows:: [514, 370, 636, 391]
notice-paragraph: MORTGAGEE: Mortgage Electronic Registration Systems, Inc., a Delaware corporation as nominee for Alerus Financial N.A. dba Alerus Mortgage Group: [261, 85, 383, 113]
notice-paragraph: PURSUANT, to the power of sale contained in said mortgage, the above-described property will be sold by the Sheriff of said county as follows:: [261, 270, 383, 291]
notice-paragraph: 1. List the exact assumed name under which the business is or will be conducted: Entrusted Finance: [8, 890, 129, 904]
